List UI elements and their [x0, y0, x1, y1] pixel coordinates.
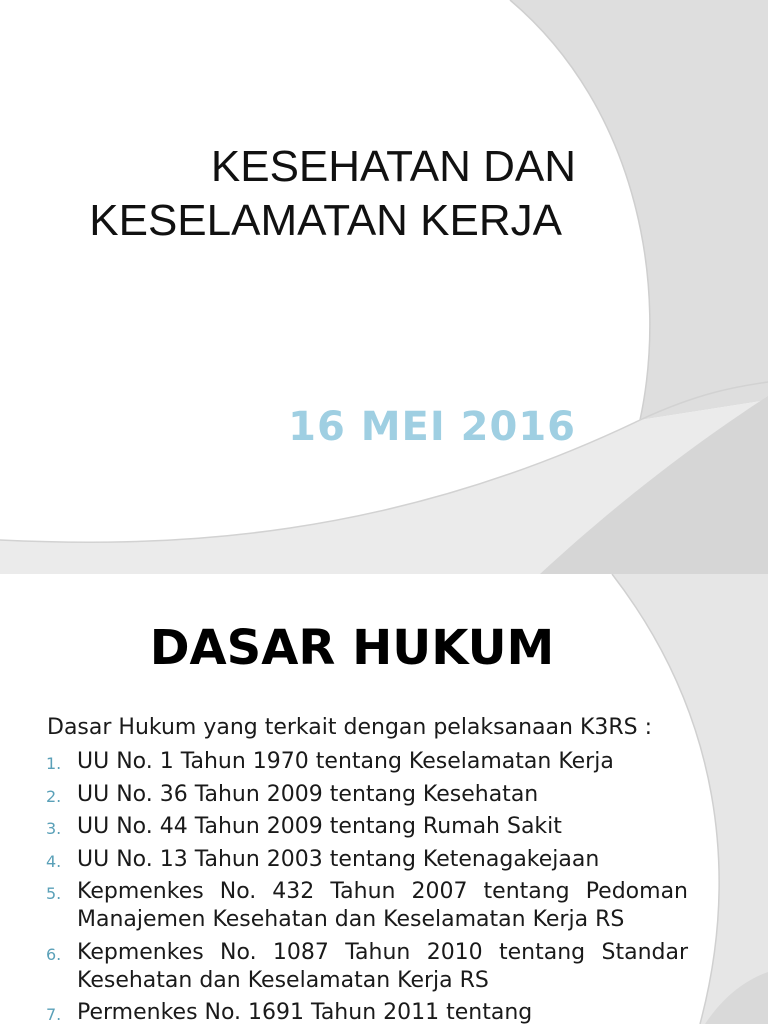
list-item-text: UU No. 44 Tahun 2009 tentang Rumah Sakit	[77, 814, 562, 839]
list-item-text: UU No. 36 Tahun 2009 tentang Kesehatan	[77, 781, 539, 807]
list-item	[46, 846, 688, 874]
list-number: 1.	[46, 754, 62, 773]
list-item-text: Kepmenkes No. 1087 Tahun 2010 tentang Standar Kesehatan dan Keselamatan Kerja RS	[77, 939, 688, 993]
list-number: 6.	[46, 944, 62, 964]
intro-text: Dasar Hukum yang terkait dengan pelaksanaan K3RS :	[47, 715, 653, 740]
slide-title: DASAR HUKUM	[149, 620, 555, 676]
list-item	[46, 878, 688, 934]
list-item	[46, 999, 688, 1024]
list-item	[46, 813, 688, 841]
title-line-1: KESEHATAN DAN	[210, 142, 576, 191]
list-number: 7.	[46, 1005, 62, 1024]
list-item-text: Permenkes No. 1691 Tahun 2011 tentang	[77, 1000, 533, 1024]
title-line-2: KESELAMATAN KERJA	[89, 196, 562, 245]
content-slide	[0, 574, 768, 1024]
list-number: 4.	[46, 851, 62, 871]
presentation-title	[40, 140, 576, 248]
list-item	[46, 781, 688, 809]
list-number: 2.	[46, 786, 62, 806]
list-item-text: UU No. 13 Tahun 2003 tentang Ketenagakejaan	[77, 846, 600, 872]
list-number: 5.	[46, 884, 62, 903]
list-number: 3.	[46, 819, 62, 838]
list-item	[46, 939, 688, 995]
legal-basis-list	[46, 748, 688, 1024]
presentation-date: 16 MEI 2016	[288, 404, 576, 450]
list-item	[46, 748, 688, 776]
list-item-text: Kepmenkes No. 432 Tahun 2007 tentang Pedoman Manajemen Kesehatan dan Keselamatan Kerja RS	[77, 879, 688, 932]
list-item-text: UU No. 1 Tahun 1970 tentang Keselamatan Kerja	[77, 749, 614, 774]
